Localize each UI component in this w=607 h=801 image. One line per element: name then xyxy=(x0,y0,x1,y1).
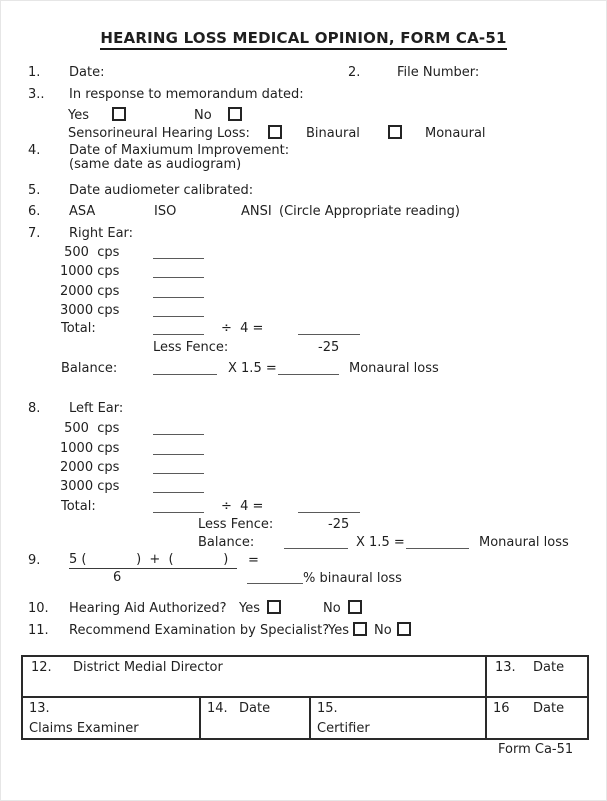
right-ear-less-fence-label: Less Fence: xyxy=(153,340,229,355)
item-11-no-checkbox[interactable] xyxy=(397,622,411,636)
left-ear-less-fence-label: Less Fence: xyxy=(198,517,274,532)
sensorineural-label: Sensorineural Hearing Loss: xyxy=(68,126,250,141)
binaural-checkbox[interactable] xyxy=(268,125,282,139)
right-ear-500cps-blank[interactable] xyxy=(153,258,204,259)
cell-15-number: 15. xyxy=(317,701,338,716)
left-ear-1000cps-label: 1000 cps xyxy=(60,441,120,456)
left-ear-total-label: Total: xyxy=(61,499,96,514)
left-ear-total-blank[interactable] xyxy=(153,512,204,513)
form-title-text: HEARING LOSS MEDICAL OPINION, FORM CA-51 xyxy=(100,29,506,50)
item-9-number: 9. xyxy=(28,553,41,568)
item-3-label: In response to memorandum dated: xyxy=(69,87,304,102)
right-ear-heading: Right Ear: xyxy=(69,226,134,241)
right-ear-2000cps-label: 2000 cps xyxy=(60,284,120,299)
binaural-formula-numerator: 5 ( ) + ( ) xyxy=(69,552,237,567)
right-ear-multiply-label: X 1.5 = xyxy=(228,361,277,376)
item-10-no-label: No xyxy=(323,601,341,616)
certifier-date-cell[interactable] xyxy=(487,698,587,738)
cell-14-number: 14. xyxy=(207,701,228,716)
option-asa[interactable]: ASA xyxy=(69,204,96,219)
item-3-number: 3.. xyxy=(28,87,45,102)
left-ear-2000cps-label: 2000 cps xyxy=(60,460,120,475)
item-5-number: 5. xyxy=(28,183,41,198)
right-ear-monaural-blank[interactable] xyxy=(278,374,339,375)
binaural-loss-blank[interactable] xyxy=(247,583,303,584)
left-ear-multiply-label: X 1.5 = xyxy=(356,535,405,550)
item-10-label: Hearing Aid Authorized? xyxy=(69,601,227,616)
left-ear-500cps-blank[interactable] xyxy=(153,434,204,435)
left-ear-1000cps-blank[interactable] xyxy=(153,454,204,455)
item-5-label: Date audiometer calibrated: xyxy=(69,183,254,198)
director-date-cell[interactable] xyxy=(487,657,587,698)
item-10-yes-label: Yes xyxy=(239,601,260,616)
examiner-date-label: Date xyxy=(239,701,271,716)
certifier-date-label: Date xyxy=(533,701,565,716)
right-ear-loss-label: Monaural loss xyxy=(349,361,439,376)
claims-examiner-cell[interactable] xyxy=(23,698,201,738)
item-11-label: Recommend Examination by Specialist? xyxy=(69,623,330,638)
item-10-yes-checkbox[interactable] xyxy=(267,600,281,614)
right-ear-balance-blank[interactable] xyxy=(153,374,217,375)
item-3-no-checkbox[interactable] xyxy=(228,107,242,121)
item-11-no-label: No xyxy=(374,623,392,638)
item-11-yes-label: Yes xyxy=(328,623,349,638)
cell-12-number: 12. xyxy=(31,660,52,675)
left-ear-divide-label: ÷ 4 = xyxy=(221,499,264,514)
certifier-label: Certifier xyxy=(317,721,370,736)
left-ear-500cps-label: 500 cps xyxy=(60,421,120,436)
right-ear-balance-label: Balance: xyxy=(61,361,118,376)
binaural-formula-denominator: 6 xyxy=(113,570,122,585)
item-4-sublabel: (same date as audiogram) xyxy=(69,157,242,172)
left-ear-monaural-blank[interactable] xyxy=(406,548,469,549)
right-ear-1000cps-label: 1000 cps xyxy=(60,264,120,279)
item-11-yes-checkbox[interactable] xyxy=(353,622,367,636)
left-ear-balance-blank[interactable] xyxy=(284,548,348,549)
item-8-number: 8. xyxy=(28,401,41,416)
district-medical-director-cell[interactable] xyxy=(23,657,487,698)
left-ear-3000cps-label: 3000 cps xyxy=(60,479,120,494)
binaural-loss-label: % binaural loss xyxy=(303,571,402,586)
right-ear-3000cps-label: 3000 cps xyxy=(60,303,120,318)
option-iso[interactable]: ISO xyxy=(154,204,177,219)
left-ear-fence-value: -25 xyxy=(328,517,350,532)
item-4-number: 4. xyxy=(28,143,41,158)
item-2-label: File Number: xyxy=(397,65,480,80)
right-ear-total-label: Total: xyxy=(61,321,96,336)
item-3-yes-label: Yes xyxy=(68,108,89,123)
left-ear-balance-label: Balance: xyxy=(198,535,255,550)
item-1-label: Date: xyxy=(69,65,105,80)
left-ear-2000cps-blank[interactable] xyxy=(153,473,204,474)
left-ear-average-blank[interactable] xyxy=(298,512,360,513)
binaural-formula-equals: = xyxy=(248,553,259,568)
right-ear-average-blank[interactable] xyxy=(298,334,360,335)
form-title xyxy=(1,29,606,47)
examiner-date-cell[interactable] xyxy=(201,698,311,738)
cell-16-number: 16 xyxy=(493,701,510,716)
item-2-number: 2. xyxy=(348,65,361,80)
option-ansi[interactable]: ANSI xyxy=(241,204,272,219)
item-3-no-label: No xyxy=(194,108,212,123)
binaural-label: Binaural xyxy=(306,126,360,141)
right-ear-total-blank[interactable] xyxy=(153,334,204,335)
director-date-label: Date xyxy=(533,660,565,675)
item-6-note: (Circle Appropriate reading) xyxy=(279,204,460,219)
left-ear-loss-label: Monaural loss xyxy=(479,535,569,550)
cell-13b-number: 13. xyxy=(29,701,50,716)
right-ear-divide-label: ÷ 4 = xyxy=(221,321,264,336)
form-footer-label: Form Ca-51 xyxy=(498,742,574,757)
claims-examiner-label: Claims Examiner xyxy=(29,721,139,736)
certifier-cell[interactable] xyxy=(311,698,487,738)
item-4-label: Date of Maxiumum Improvement: xyxy=(69,143,290,158)
cell-13-date-number: 13. xyxy=(495,660,516,675)
item-6-number: 6. xyxy=(28,204,41,219)
item-3-yes-checkbox[interactable] xyxy=(112,107,126,121)
right-ear-500cps-label: 500 cps xyxy=(60,245,120,260)
right-ear-2000cps-blank[interactable] xyxy=(153,297,204,298)
left-ear-heading: Left Ear: xyxy=(69,401,124,416)
item-11-number: 11. xyxy=(28,623,49,638)
monaural-label: Monaural xyxy=(425,126,486,141)
monaural-checkbox[interactable] xyxy=(388,125,402,139)
signature-table xyxy=(21,655,589,740)
right-ear-fence-value: -25 xyxy=(318,340,340,355)
right-ear-3000cps-blank[interactable] xyxy=(153,316,204,317)
item-1-number: 1. xyxy=(28,65,41,80)
item-10-number: 10. xyxy=(28,601,49,616)
district-medical-director-label: District Medial Director xyxy=(73,660,223,675)
item-10-no-checkbox[interactable] xyxy=(348,600,362,614)
left-ear-3000cps-blank[interactable] xyxy=(153,492,204,493)
item-7-number: 7. xyxy=(28,226,41,241)
right-ear-1000cps-blank[interactable] xyxy=(153,277,204,278)
